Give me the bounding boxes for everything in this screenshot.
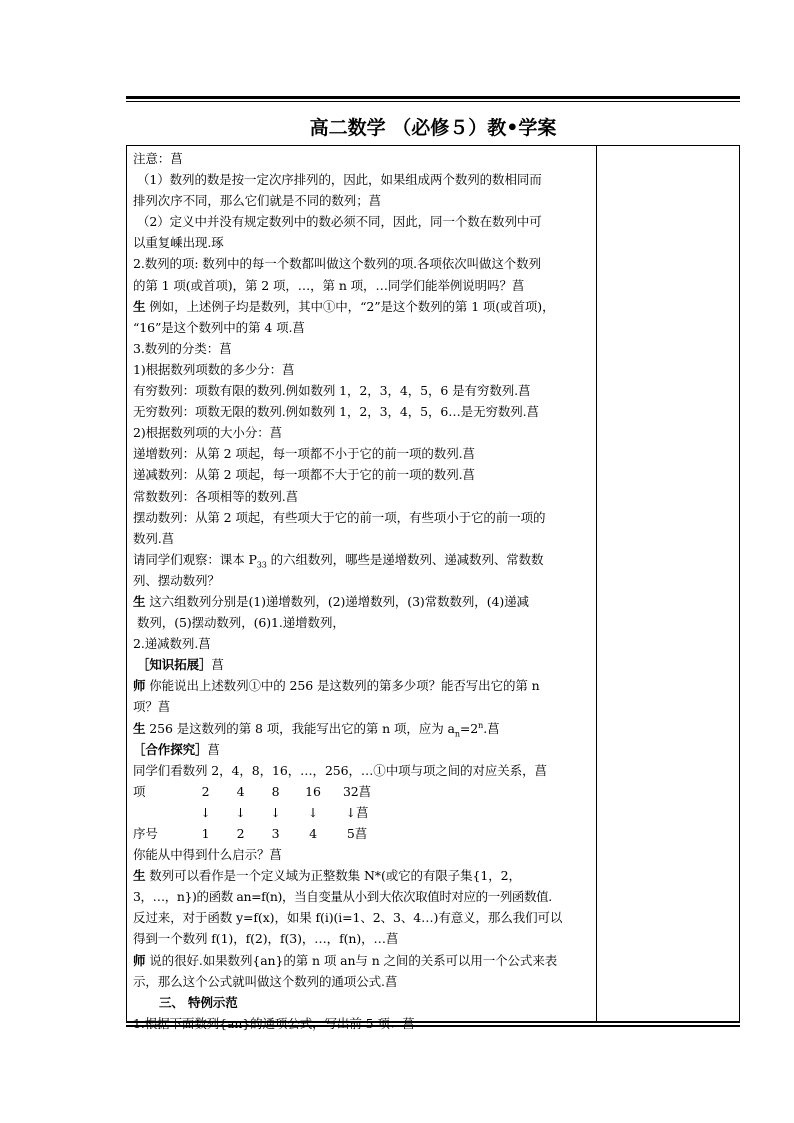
text-line: 排列次序不同，那么它们就是不同的数列；菖 xyxy=(133,193,382,209)
text-line: 1.根据下面数列{an}的通项公式，写出前 5 项：菖 xyxy=(133,1015,415,1031)
text-line: 的第 1 项(或首项)，第 2 项，…，第 n 项，…同学们能举例说明吗？菖 xyxy=(133,277,525,293)
table-cell: 4 xyxy=(236,783,245,799)
section-heading xyxy=(133,739,593,760)
text-span: 请同学们观察：课本 P xyxy=(133,551,257,567)
speaker-label: 生 xyxy=(133,868,146,884)
text-span: 菖 xyxy=(207,741,220,757)
mapping-row-terms xyxy=(133,781,593,802)
page-title: 高二数学 （必修５）教•学案 xyxy=(309,117,557,139)
text-line: 3.数列的分类：菖 xyxy=(133,340,232,356)
section-heading xyxy=(133,654,593,675)
text-line: 常数数列：各项相等的数列.菖 xyxy=(133,488,299,504)
text-line: 2.数列的项: 数列中的每一个数都叫做这个数列的项.各项依次叫做这个数列 xyxy=(133,256,541,272)
text-line: 3，…，n})的函数 an=f(n)，当自变量从小到大依次取值时对应的一列函数值. xyxy=(133,889,552,905)
heading-text: ［知识拓展］ xyxy=(137,657,212,673)
text-line: 2)根据数列项的大小分：菖 xyxy=(133,425,283,441)
text-span: 菖 xyxy=(211,657,224,673)
arrow-cell: ↓ xyxy=(235,804,246,820)
text-line xyxy=(133,865,593,886)
text-line: 数列.菖 xyxy=(133,530,175,546)
heading-text: ［合作探究］ xyxy=(133,741,208,757)
text-span: 数列可以看作是一个定义域为正整数集 N*(或它的有限子集{1，2， xyxy=(145,868,521,884)
speaker-label: 生 xyxy=(133,593,146,609)
section-heading: 三、 特例示范 xyxy=(159,994,238,1010)
text-span: 256 是这数列的第 8 项，我能写出它的第 n 项，应为 a xyxy=(145,720,455,736)
table-cell: 16 xyxy=(305,783,321,799)
text-line xyxy=(133,549,593,570)
table-cell: 3 xyxy=(271,826,280,841)
text-line: 数列，(5)摆动数列，(6)1.递增数列， xyxy=(137,615,345,631)
text-line: 有穷数列：项数有限的数列.例如数列 1，2，3，4，5，6 是有穷数列.菖 xyxy=(133,383,531,399)
table-right-border xyxy=(739,145,740,1022)
arrow-cell: ↓ xyxy=(200,804,211,820)
text-line: 1)根据数列项数的多少分：菖 xyxy=(133,361,295,377)
text-line: 示，那么这个公式就叫做这个数列的通项公式.菖 xyxy=(133,973,398,989)
table-cell: 4 xyxy=(309,826,317,841)
text-span: 这六组数列分别是(1)递增数列，(2)递增数列，(3)常数数列，(4)递减 xyxy=(145,593,529,609)
text-line: 注意：菖 xyxy=(133,151,183,166)
header-rule-thin xyxy=(126,101,740,102)
row-label: 序号 xyxy=(133,826,158,841)
text-line: 你能从中得到什么启示？菖 xyxy=(133,847,282,863)
table-cell: 32菖 xyxy=(342,783,372,799)
text-line: “16”是这个数列中的第 4 项.菖 xyxy=(133,319,305,335)
text-line xyxy=(133,675,593,696)
text-line: （2）定义中并没有规定数列中的数必须不同，因此，同一个数在数列中可 xyxy=(137,214,542,230)
subscript: 33 xyxy=(256,560,267,570)
text-line: 递减数列：从第 2 项起，每一项都不大于它的前一项的数列.菖 xyxy=(133,467,475,483)
text-line: 项？菖 xyxy=(133,699,171,715)
subscript: n xyxy=(454,729,460,739)
text-line: 摆动数列：从第 2 项起，有些项大于它的前一项，有些项小于它的前一项的 xyxy=(133,509,546,525)
speaker-label: 师 xyxy=(133,678,146,694)
table-cell: 1 xyxy=(201,826,210,841)
text-line: 得到一个数列 f(1)，f(2)，f(3)，…，f(n)，…菖 xyxy=(133,931,399,947)
table-cell: 8 xyxy=(271,783,280,799)
text-span: =2 xyxy=(459,720,479,736)
text-line: 递增数列：从第 2 项起，每一项都不小于它的前一项的数列.菖 xyxy=(133,446,475,462)
row-label: 项 xyxy=(133,783,146,799)
text-span: 你能说出上述数列①中的 256 是这数列的第多少项？能否写出它的第 n xyxy=(145,678,540,694)
text-line xyxy=(133,950,593,971)
table-divider xyxy=(596,145,597,1022)
table-cell: 2 xyxy=(236,826,245,841)
mapping-row-index xyxy=(133,823,593,844)
text-span: 例如，上述例子均是数列，其中①中，“2”是这个数列的第 1 项(或首项)， xyxy=(145,298,555,314)
speaker-label: 生 xyxy=(133,298,146,314)
table-cell: 5菖 xyxy=(346,826,368,841)
text-line: 列、摆动数列？ xyxy=(133,572,220,588)
text-line: 以重复嵊出现.琢 xyxy=(133,235,224,251)
text-line xyxy=(133,591,593,612)
text-line xyxy=(133,718,593,739)
header-rule-thick xyxy=(126,96,740,99)
speaker-label: 生 xyxy=(133,720,146,736)
mapping-row-arrows xyxy=(133,802,593,823)
text-line xyxy=(133,296,593,317)
arrow-cell: ↓ xyxy=(307,804,319,820)
table-cell: 2 xyxy=(201,783,210,799)
lesson-text xyxy=(133,148,593,1034)
speaker-label: 师 xyxy=(133,952,146,968)
text-line: 同学们看数列 2，4，8，16，…，256，…①中项与项之间的对应关系，菖 xyxy=(133,762,547,778)
text-span: 说的很好.如果数列{an}的第 n 项 an与 n 之间的关系可以用一个公式来表 xyxy=(145,952,558,968)
text-line: 反过来，对于函数 y=f(x)，如果 f(i)(i=1、2、3、4…)有意义，那么我们可以 xyxy=(133,910,563,926)
text-span: 的六组数列，哪些是递增数列、递减数列、常数数 xyxy=(266,551,544,567)
text-line: （1）数列的数是按一定次序排列的，因此，如果组成两个数列的数相同而 xyxy=(137,172,542,188)
text-span: .菖 xyxy=(483,720,500,736)
arrow-cell: ↓菖 xyxy=(345,804,369,820)
text-line: 2.递减数列.菖 xyxy=(133,636,211,652)
arrow-cell: ↓ xyxy=(270,804,281,820)
table-left-border xyxy=(126,145,127,1022)
text-line: 无穷数列：项数无限的数列.例如数列 1，2，3，4，5，6…是无穷数列.菖 xyxy=(133,404,539,420)
superscript: n xyxy=(478,720,484,730)
